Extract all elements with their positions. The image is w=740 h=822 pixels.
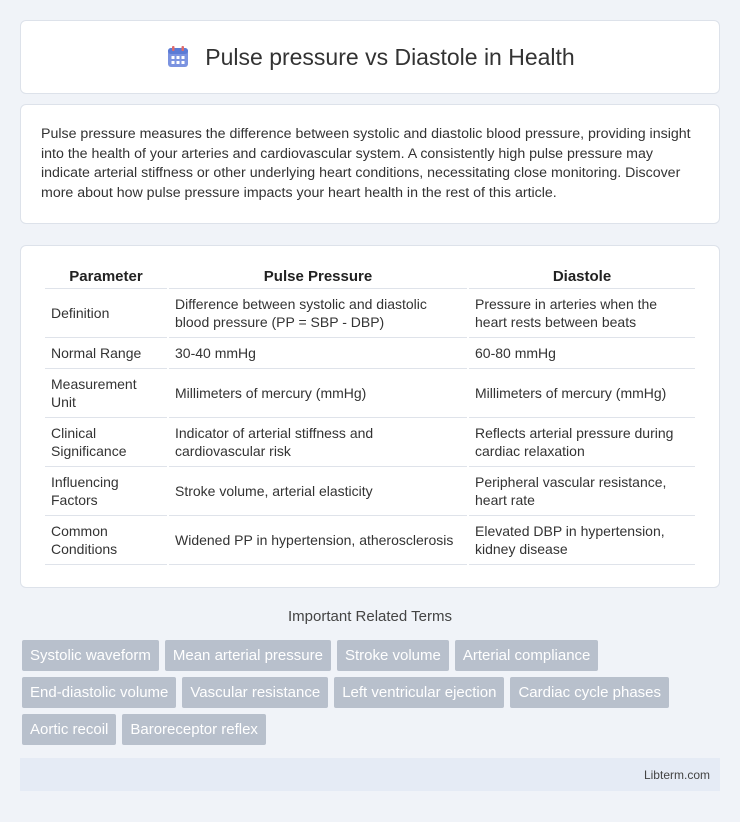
table-row: [45, 418, 695, 467]
tag-mean-arterial-pressure[interactable]: Mean arterial pressure: [165, 640, 331, 671]
related-terms-tags: [22, 640, 722, 745]
cell-diastole: Peripheral vascular resistance, heart rate: [469, 467, 695, 516]
table-row: [45, 338, 695, 369]
footer: [20, 758, 720, 791]
tag-aortic-recoil[interactable]: Aortic recoil: [22, 714, 116, 745]
cell-pulse-pressure: Difference between systolic and diastolic blood pressure (PP = SBP - DBP): [169, 289, 467, 338]
header-pulse-pressure: Pulse Pressure: [169, 266, 467, 289]
comparison-table: [43, 266, 697, 565]
cell-parameter: Normal Range: [45, 338, 167, 369]
footer-site-link[interactable]: Libterm.com: [643, 767, 710, 782]
intro-paragraph: Pulse pressure measures the difference between systolic and diastolic blood pressure, providing insight into the health of your arteries and cardiovascular system. A consistently high pulse pressure may indicate arterial stiffness or other underlying heart conditions, necessitating close monitoring. Discover more about how pulse pressure impacts your heart health in the rest of this article.: [41, 126, 691, 201]
cell-pulse-pressure: Millimeters of mercury (mmHg): [169, 369, 467, 418]
tag-arterial-compliance[interactable]: Arterial compliance: [455, 640, 599, 671]
cell-parameter: Common Conditions: [45, 516, 167, 565]
cell-parameter: Influencing Factors: [45, 467, 167, 516]
table-header-row: [45, 266, 695, 289]
cell-diastole: Reflects arterial pressure during cardiac relaxation: [469, 418, 695, 467]
tag-end-diastolic-volume[interactable]: End-diastolic volume: [22, 677, 176, 708]
table-row: [45, 289, 695, 338]
cell-pulse-pressure: Indicator of arterial stiffness and cardiovascular risk: [169, 418, 467, 467]
cell-pulse-pressure: 30-40 mmHg: [169, 338, 467, 369]
tag-cardiac-cycle-phases[interactable]: Cardiac cycle phases: [510, 677, 669, 708]
header-parameter: Parameter: [45, 266, 167, 289]
table-row: [45, 467, 695, 516]
tag-stroke-volume[interactable]: Stroke volume: [337, 640, 449, 671]
table-row: [45, 516, 695, 565]
calendar-icon: [165, 44, 191, 70]
tag-systolic-waveform[interactable]: Systolic waveform: [22, 640, 159, 671]
cell-diastole: Pressure in arteries when the heart rests between beats: [469, 289, 695, 338]
table-row: [45, 369, 695, 418]
cell-pulse-pressure: Widened PP in hypertension, atherosclerosis: [169, 516, 467, 565]
cell-parameter: Clinical Significance: [45, 418, 167, 467]
cell-diastole: 60-80 mmHg: [469, 338, 695, 369]
cell-diastole: Millimeters of mercury (mmHg): [469, 369, 695, 418]
intro-card: [20, 104, 720, 224]
tag-vascular-resistance[interactable]: Vascular resistance: [182, 677, 328, 708]
header-card: [20, 20, 720, 94]
header-diastole: Diastole: [469, 266, 695, 289]
tag-left-ventricular-ejection[interactable]: Left ventricular ejection: [334, 677, 504, 708]
cell-parameter: Measurement Unit: [45, 369, 167, 418]
cell-pulse-pressure: Stroke volume, arterial elasticity: [169, 467, 467, 516]
cell-diastole: Elevated DBP in hypertension, kidney disease: [469, 516, 695, 565]
cell-parameter: Definition: [45, 289, 167, 338]
related-terms-title: Important Related Terms: [288, 608, 452, 625]
comparison-table-card: [20, 245, 720, 588]
page-title: Pulse pressure vs Diastole in Health: [205, 43, 575, 70]
tag-baroreceptor-reflex[interactable]: Baroreceptor reflex: [122, 714, 266, 745]
